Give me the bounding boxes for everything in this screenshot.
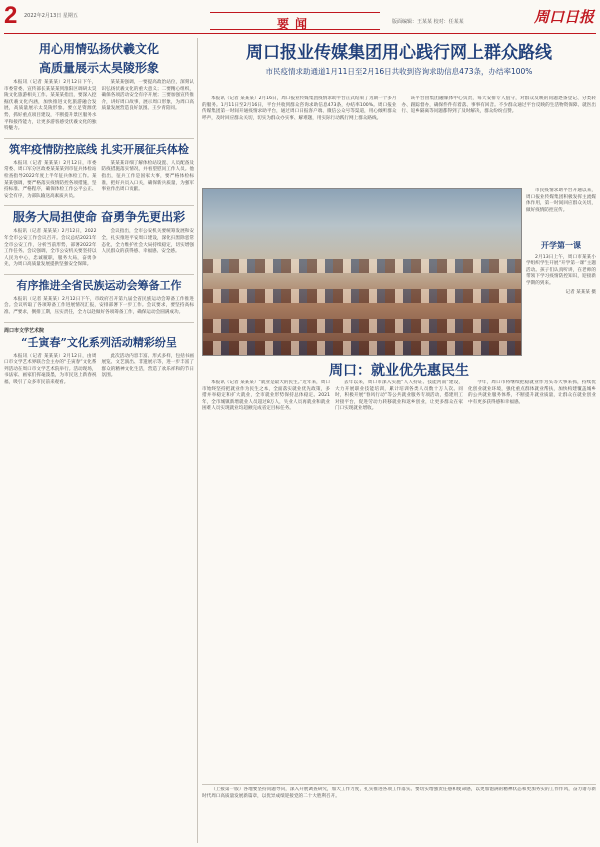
caption-text: 2月13日上午，周口市某某小学组织学生开展“开学第一课”主题活动。孩子们认真听讲，在老师的带领下学习疫情防控知识，迎接新学期的到来。 bbox=[526, 255, 596, 286]
headline-conscription: 筑牢疫情防控底线 扎实开展征兵体检 bbox=[9, 142, 189, 156]
lead-article-body bbox=[202, 96, 596, 184]
classroom-photo bbox=[202, 188, 522, 356]
top-rule bbox=[4, 33, 596, 34]
section-title: 要闻 bbox=[276, 17, 313, 31]
article-culture-body: 本报讯（记者 某某某）2月12日下午，市委常委、宣传部长某某某到淮阳区调研太昊陵文化旅游相关工作。某某某指出，要深入挖掘伏羲文化内涵，加快推进文化旅游融合发展，高质量展示太昊陵形象。要立足资源优势，抓好重点项目建设，不断提升景区服务水平和接待能力，让更多游客感受伏羲文化的独特魅力。 bbox=[4, 80, 97, 132]
employment-headline: 周口：就业优先惠民生 bbox=[329, 363, 469, 379]
divider bbox=[4, 205, 194, 206]
headline-police: 服务大局担使命 奋勇争先更出彩 bbox=[12, 210, 186, 225]
side-text: 市民疫情求助平台开通以来，周口报业传媒集团积极发挥主流媒体作用，第一时间回应群众关切，做好疫情防控宣传。 bbox=[526, 188, 596, 213]
photo-credit: 记者 某某某 摄 bbox=[565, 290, 596, 296]
lead-headline: 周口报业传媒集团用心践行网上群众路线 bbox=[246, 43, 552, 63]
continued-article bbox=[202, 784, 596, 840]
photo-students-row bbox=[203, 259, 521, 273]
article-police-body-2: 会议指出，全市公安机关要统筹发展和安全，扎实推进平安周口建设，深化扫黑除恶常态化，全力维护社会大局持续稳定，切实增强人民群众的获得感、幸福感、安全感。 bbox=[101, 229, 194, 255]
photo-students-row bbox=[203, 341, 521, 355]
employment-body-1: 本报讯（记者 某某某）“就业是最大的民生。”近年来，周口市始终坚持把就业作为民生之本，全面落实就业优先政策，多措并举稳定和扩大就业，全市就业形势保持总体稳定。2021年，全市城镇新增就业人员超过8万人，失业人员再就业和就业困难人员实现就业均超额完成省定目标任务。 bbox=[202, 380, 330, 412]
article-culture-body-2: 某某某强调，一要提高政治站位，深刻认识弘扬伏羲文化的重大意义；二要精心组织，确保各项活动安全有序开展；三要加强宣传推介，讲好周口故事，展示周口形象，为周口高质量发展营造良好氛围。王少青陪同。 bbox=[101, 80, 194, 112]
article-arts-body: 本报讯（记者 某某某）2月12日，由周口市文学艺术界联合会主办的“壬寅春”文化系列活动在周口市文学艺术院举行。活动现场，书法家、画家们挥毫泼墨，为市民送上新春祝福，吸引了众多市民前来观看。 bbox=[4, 353, 97, 386]
employment-body-3: 今年，周口市将继续把稳就业作为头等大事来抓，持续优化创业就业环境，强化重点群体就业帮扶，加快构建覆盖城乡的公共就业服务体系，不断提升就业质量，让群众在就业创业中有更多获得感和幸福感。 bbox=[468, 380, 596, 405]
divider bbox=[4, 138, 194, 139]
photo-students-row bbox=[203, 289, 521, 303]
side-column-text bbox=[526, 188, 596, 236]
photo-students-row bbox=[203, 319, 521, 333]
headline-arts: “壬寅春”文化系列活动精彩纷呈 bbox=[21, 335, 177, 349]
article-conscription-body: 本报讯（记者 某某某）2月12日，市委常委、周口军分区政委某某某到市征兵体检站检查指导2022年度上半年征兵体检工作。某某某强调，要严格落实疫情防控各项措施，坚持标准、严格程序，确保体检工作公平公正、安全有序，为部队输送高素质兵员。 bbox=[4, 160, 97, 199]
lead-body-2: 该平台由集团融媒体中心负责，每天安排专人值守，对群众反映的问题逐条登记、分类转办、跟踪督办，确保件件有着落、事事有回音。不少群众通过平台反映的生活物资保障、就医出行、返乡隔离等问题都得到了及时解决，群众纷纷点赞。 bbox=[401, 96, 596, 115]
column-divider bbox=[197, 38, 198, 843]
lead-subhead: 市民疫情求助通道1月11日至2月16日共收到咨询求助信息473条，办结率100% bbox=[265, 67, 533, 76]
photo-caption bbox=[526, 240, 596, 358]
section-label bbox=[210, 12, 380, 30]
editor-line: 版面编辑：王某某 校对：任某某 bbox=[392, 19, 464, 25]
left-column bbox=[4, 38, 194, 843]
caption-title: 开学第一课 bbox=[541, 240, 581, 250]
newspaper-logo: 周口日报 bbox=[533, 8, 594, 26]
continued-body: （上接第一版）各地要坚持问题导向，深入开展调查研究，加大工作力度，扎实推进各项工作落实。要切实增强责任感和使命感，以更加饱满的精神状态和更加务实的工作作风，奋力谱写新时代周口高质量发展新篇章，以优异成绩迎接党的二十大胜利召开。 bbox=[202, 787, 596, 799]
article-arts bbox=[4, 327, 194, 387]
arts-kicker: 周口市文学艺术院 bbox=[4, 327, 45, 334]
article-police bbox=[4, 210, 194, 269]
article-police-body: 本报讯（记者 某某某）2月12日，2022年全市公安工作会议召开。会议总结2021年全市公安工作，分析当前形势，部署2022年工作任务。会议强调，全市公安机关要坚持以人民为中心，忠诚履职，服务大局，奋勇争先，为周口高质量发展提供坚强安全保障。 bbox=[4, 229, 97, 268]
article-arts-body-2: 此次活动内容丰富、形式多样，包括书画展览、文艺演出、非遗展示等，进一步丰富了群众的精神文化生活，营造了欢乐祥和的节日氛围。 bbox=[101, 353, 194, 379]
headline-culture-1: 用心用情弘扬伏羲文化 bbox=[38, 42, 159, 56]
article-games bbox=[4, 279, 194, 317]
article-culture bbox=[4, 42, 194, 133]
headline-games: 有序推进全省民族运动会筹备工作 bbox=[16, 278, 182, 292]
article-conscription-body-2: 某某某详细了解体检站设置、人员配备及防疫措施落实情况，并看望慰问工作人员。他指出，征兵工作是国家大事，要严格体检标准，把好兵员入口关，确保新兵质量，为强军事业作出周口贡献。 bbox=[101, 160, 194, 193]
article-conscription bbox=[4, 143, 194, 201]
lead-body-1: 本报讯（记者 某某某）2月16日，周口报业传媒集团疫情求助平台正式结束了为期一个多月的服务。1月11日至2月16日，平台共收到群众咨询求助信息473条，办结率100%。周口报业传媒集团第一时间开通疫情求助平台，通过周口日报客户端、微信公众号等渠道，用心倾听群众呼声，及时回应群众关切，切实为群众办实事、解难题，用实际行动践行网上群众路线。 bbox=[202, 96, 397, 121]
employment-body-2: 去年以来，周口市深入实施“人人持证、技能河南”建设，大力开展职业技能培训，累计培训各类人员数十万人次。同时，积极开展“春风行动”等公共就业服务专项活动，搭建用工对接平台，促进劳动力转移就业和返乡创业，让更多群众在家门口实现就业增收。 bbox=[335, 380, 463, 412]
page-number: 2 bbox=[4, 2, 18, 29]
date-line: 2022年2月13日 星期五 bbox=[24, 13, 78, 19]
article-games-body: 本报讯（记者 某某某）2月12日下午，市政府召开第九届全省民族运动会筹备工作推进会。会议听取了各项筹备工作进展情况汇报，安排部署下一步工作。会议要求，要坚持高标准、严要求，倒排工期，压实责任，全力以赴做好各项筹备工作，确保运动会圆满成功。 bbox=[4, 296, 194, 316]
employment-article bbox=[202, 380, 596, 776]
headline-culture-2: 高质量展示太昊陵形象 bbox=[38, 61, 159, 75]
divider bbox=[4, 274, 194, 275]
lead-article-header bbox=[202, 38, 596, 82]
divider bbox=[4, 322, 194, 323]
